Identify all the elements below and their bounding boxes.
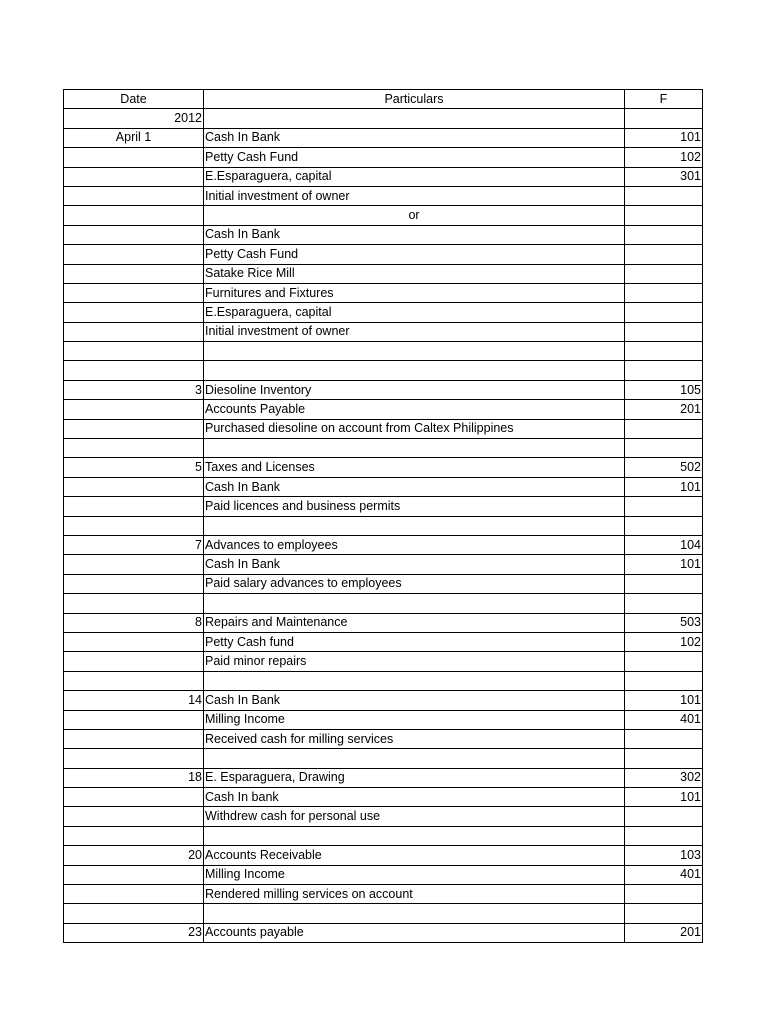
date-cell: 8 <box>64 613 204 632</box>
date-cell <box>64 555 204 574</box>
table-row <box>64 303 703 322</box>
table-row <box>64 691 703 710</box>
particulars-cell: E. Esparaguera, Drawing <box>204 768 625 787</box>
particulars-cell: Petty Cash Fund <box>204 148 625 167</box>
table-row <box>64 729 703 748</box>
folio-cell <box>625 885 703 904</box>
particulars-cell: Paid licences and business permits <box>204 497 625 516</box>
table-row <box>64 885 703 904</box>
table-row <box>64 594 703 613</box>
folio-cell: 301 <box>625 167 703 186</box>
date-cell <box>64 342 204 361</box>
folio-cell <box>625 419 703 438</box>
table-row <box>64 322 703 341</box>
date-cell <box>64 186 204 205</box>
date-cell <box>64 652 204 671</box>
folio-cell: 101 <box>625 555 703 574</box>
particulars-cell: Rendered milling services on account <box>204 885 625 904</box>
header-row <box>64 90 703 109</box>
particulars-cell: Cash In Bank <box>204 555 625 574</box>
folio-cell <box>625 497 703 516</box>
folio-cell: 503 <box>625 613 703 632</box>
folio-cell <box>625 729 703 748</box>
folio-cell <box>625 303 703 322</box>
table-row <box>64 749 703 768</box>
table-row <box>64 923 703 942</box>
date-cell: 5 <box>64 458 204 477</box>
date-cell <box>64 671 204 690</box>
particulars-cell <box>204 826 625 845</box>
folio-cell: 101 <box>625 691 703 710</box>
folio-column-header: F <box>625 90 703 109</box>
table-row <box>64 419 703 438</box>
folio-cell <box>625 904 703 923</box>
particulars-cell: Satake Rice Mill <box>204 264 625 283</box>
date-cell: April 1 <box>64 128 204 147</box>
table-row <box>64 497 703 516</box>
particulars-cell: E.Esparaguera, capital <box>204 303 625 322</box>
date-cell <box>64 729 204 748</box>
date-cell <box>64 283 204 302</box>
particulars-cell <box>204 904 625 923</box>
date-cell <box>64 807 204 826</box>
table-row <box>64 245 703 264</box>
folio-cell: 103 <box>625 846 703 865</box>
folio-cell <box>625 283 703 302</box>
date-cell: 23 <box>64 923 204 942</box>
journal-entries <box>64 109 703 943</box>
date-cell <box>64 439 204 458</box>
folio-cell: 101 <box>625 788 703 807</box>
date-cell <box>64 206 204 225</box>
folio-cell: 401 <box>625 865 703 884</box>
table-row <box>64 477 703 496</box>
table-row <box>64 613 703 632</box>
folio-cell <box>625 361 703 380</box>
folio-cell <box>625 225 703 244</box>
table-row <box>64 206 703 225</box>
particulars-cell: Cash In Bank <box>204 477 625 496</box>
date-cell <box>64 264 204 283</box>
particulars-cell: Furnitures and Fixtures <box>204 283 625 302</box>
table-row <box>64 788 703 807</box>
date-cell <box>64 419 204 438</box>
date-cell <box>64 322 204 341</box>
particulars-cell: Initial investment of owner <box>204 322 625 341</box>
table-row <box>64 632 703 651</box>
table-row <box>64 225 703 244</box>
table-row <box>64 167 703 186</box>
folio-cell <box>625 516 703 535</box>
date-cell <box>64 885 204 904</box>
date-cell <box>64 167 204 186</box>
date-cell <box>64 788 204 807</box>
date-cell <box>64 594 204 613</box>
particulars-cell <box>204 109 625 128</box>
table-row <box>64 380 703 399</box>
journal-table <box>63 89 703 943</box>
particulars-cell: Purchased diesoline on account from Caltex Philippines <box>204 419 625 438</box>
particulars-cell: Milling Income <box>204 710 625 729</box>
table-row <box>64 826 703 845</box>
date-cell <box>64 400 204 419</box>
table-row <box>64 710 703 729</box>
particulars-cell: Milling Income <box>204 865 625 884</box>
date-cell <box>64 245 204 264</box>
table-row <box>64 148 703 167</box>
date-cell: 2012 <box>64 109 204 128</box>
particulars-cell: Taxes and Licenses <box>204 458 625 477</box>
particulars-cell: Initial investment of owner <box>204 186 625 205</box>
date-cell: 20 <box>64 846 204 865</box>
folio-cell <box>625 826 703 845</box>
folio-cell <box>625 807 703 826</box>
table-row <box>64 186 703 205</box>
particulars-cell: Accounts Payable <box>204 400 625 419</box>
date-cell <box>64 361 204 380</box>
particulars-cell: Cash In bank <box>204 788 625 807</box>
table-row <box>64 458 703 477</box>
table-row <box>64 342 703 361</box>
particulars-cell: Petty Cash Fund <box>204 245 625 264</box>
folio-cell <box>625 594 703 613</box>
particulars-cell: Petty Cash fund <box>204 632 625 651</box>
particulars-cell <box>204 342 625 361</box>
particulars-cell: or <box>204 206 625 225</box>
particulars-cell: Withdrew cash for personal use <box>204 807 625 826</box>
folio-cell: 104 <box>625 535 703 554</box>
table-row <box>64 283 703 302</box>
folio-cell: 201 <box>625 923 703 942</box>
table-row <box>64 671 703 690</box>
table-row <box>64 555 703 574</box>
table-row <box>64 264 703 283</box>
date-cell: 3 <box>64 380 204 399</box>
folio-cell <box>625 749 703 768</box>
date-cell <box>64 225 204 244</box>
table-row <box>64 516 703 535</box>
folio-cell <box>625 186 703 205</box>
table-row <box>64 807 703 826</box>
date-cell <box>64 632 204 651</box>
particulars-cell <box>204 439 625 458</box>
folio-cell <box>625 109 703 128</box>
folio-cell <box>625 264 703 283</box>
folio-cell: 302 <box>625 768 703 787</box>
table-row <box>64 128 703 147</box>
date-cell <box>64 148 204 167</box>
particulars-cell: Diesoline Inventory <box>204 380 625 399</box>
table-row <box>64 904 703 923</box>
particulars-cell <box>204 749 625 768</box>
table-row <box>64 535 703 554</box>
folio-cell: 201 <box>625 400 703 419</box>
folio-cell: 101 <box>625 128 703 147</box>
particulars-cell: E.Esparaguera, capital <box>204 167 625 186</box>
particulars-cell: Paid minor repairs <box>204 652 625 671</box>
folio-cell <box>625 322 703 341</box>
folio-cell: 102 <box>625 148 703 167</box>
particulars-cell <box>204 361 625 380</box>
date-cell: 18 <box>64 768 204 787</box>
folio-cell <box>625 574 703 593</box>
table-row <box>64 846 703 865</box>
date-column-header: Date <box>64 90 204 109</box>
particulars-cell <box>204 594 625 613</box>
date-cell: 7 <box>64 535 204 554</box>
particulars-cell: Accounts Receivable <box>204 846 625 865</box>
particulars-column-header: Particulars <box>204 90 625 109</box>
date-cell <box>64 303 204 322</box>
particulars-cell: Cash In Bank <box>204 128 625 147</box>
folio-cell <box>625 671 703 690</box>
date-cell <box>64 574 204 593</box>
table-row <box>64 574 703 593</box>
folio-cell: 101 <box>625 477 703 496</box>
date-cell <box>64 749 204 768</box>
particulars-cell: Accounts payable <box>204 923 625 942</box>
table-row <box>64 768 703 787</box>
date-cell <box>64 497 204 516</box>
table-row <box>64 865 703 884</box>
particulars-cell: Paid salary advances to employees <box>204 574 625 593</box>
date-cell: 14 <box>64 691 204 710</box>
table-row <box>64 652 703 671</box>
date-cell <box>64 826 204 845</box>
folio-cell: 502 <box>625 458 703 477</box>
date-cell <box>64 477 204 496</box>
date-cell <box>64 710 204 729</box>
particulars-cell <box>204 671 625 690</box>
folio-cell: 102 <box>625 632 703 651</box>
date-cell <box>64 516 204 535</box>
folio-cell <box>625 652 703 671</box>
folio-cell <box>625 439 703 458</box>
table-row <box>64 439 703 458</box>
date-cell <box>64 904 204 923</box>
folio-cell <box>625 206 703 225</box>
particulars-cell: Cash In Bank <box>204 691 625 710</box>
date-cell <box>64 865 204 884</box>
particulars-cell: Received cash for milling services <box>204 729 625 748</box>
folio-cell <box>625 245 703 264</box>
particulars-cell: Repairs and Maintenance <box>204 613 625 632</box>
folio-cell: 401 <box>625 710 703 729</box>
particulars-cell <box>204 516 625 535</box>
folio-cell: 105 <box>625 380 703 399</box>
table-row <box>64 361 703 380</box>
particulars-cell: Advances to employees <box>204 535 625 554</box>
table-row <box>64 400 703 419</box>
folio-cell <box>625 342 703 361</box>
particulars-cell: Cash In Bank <box>204 225 625 244</box>
table-row <box>64 109 703 128</box>
